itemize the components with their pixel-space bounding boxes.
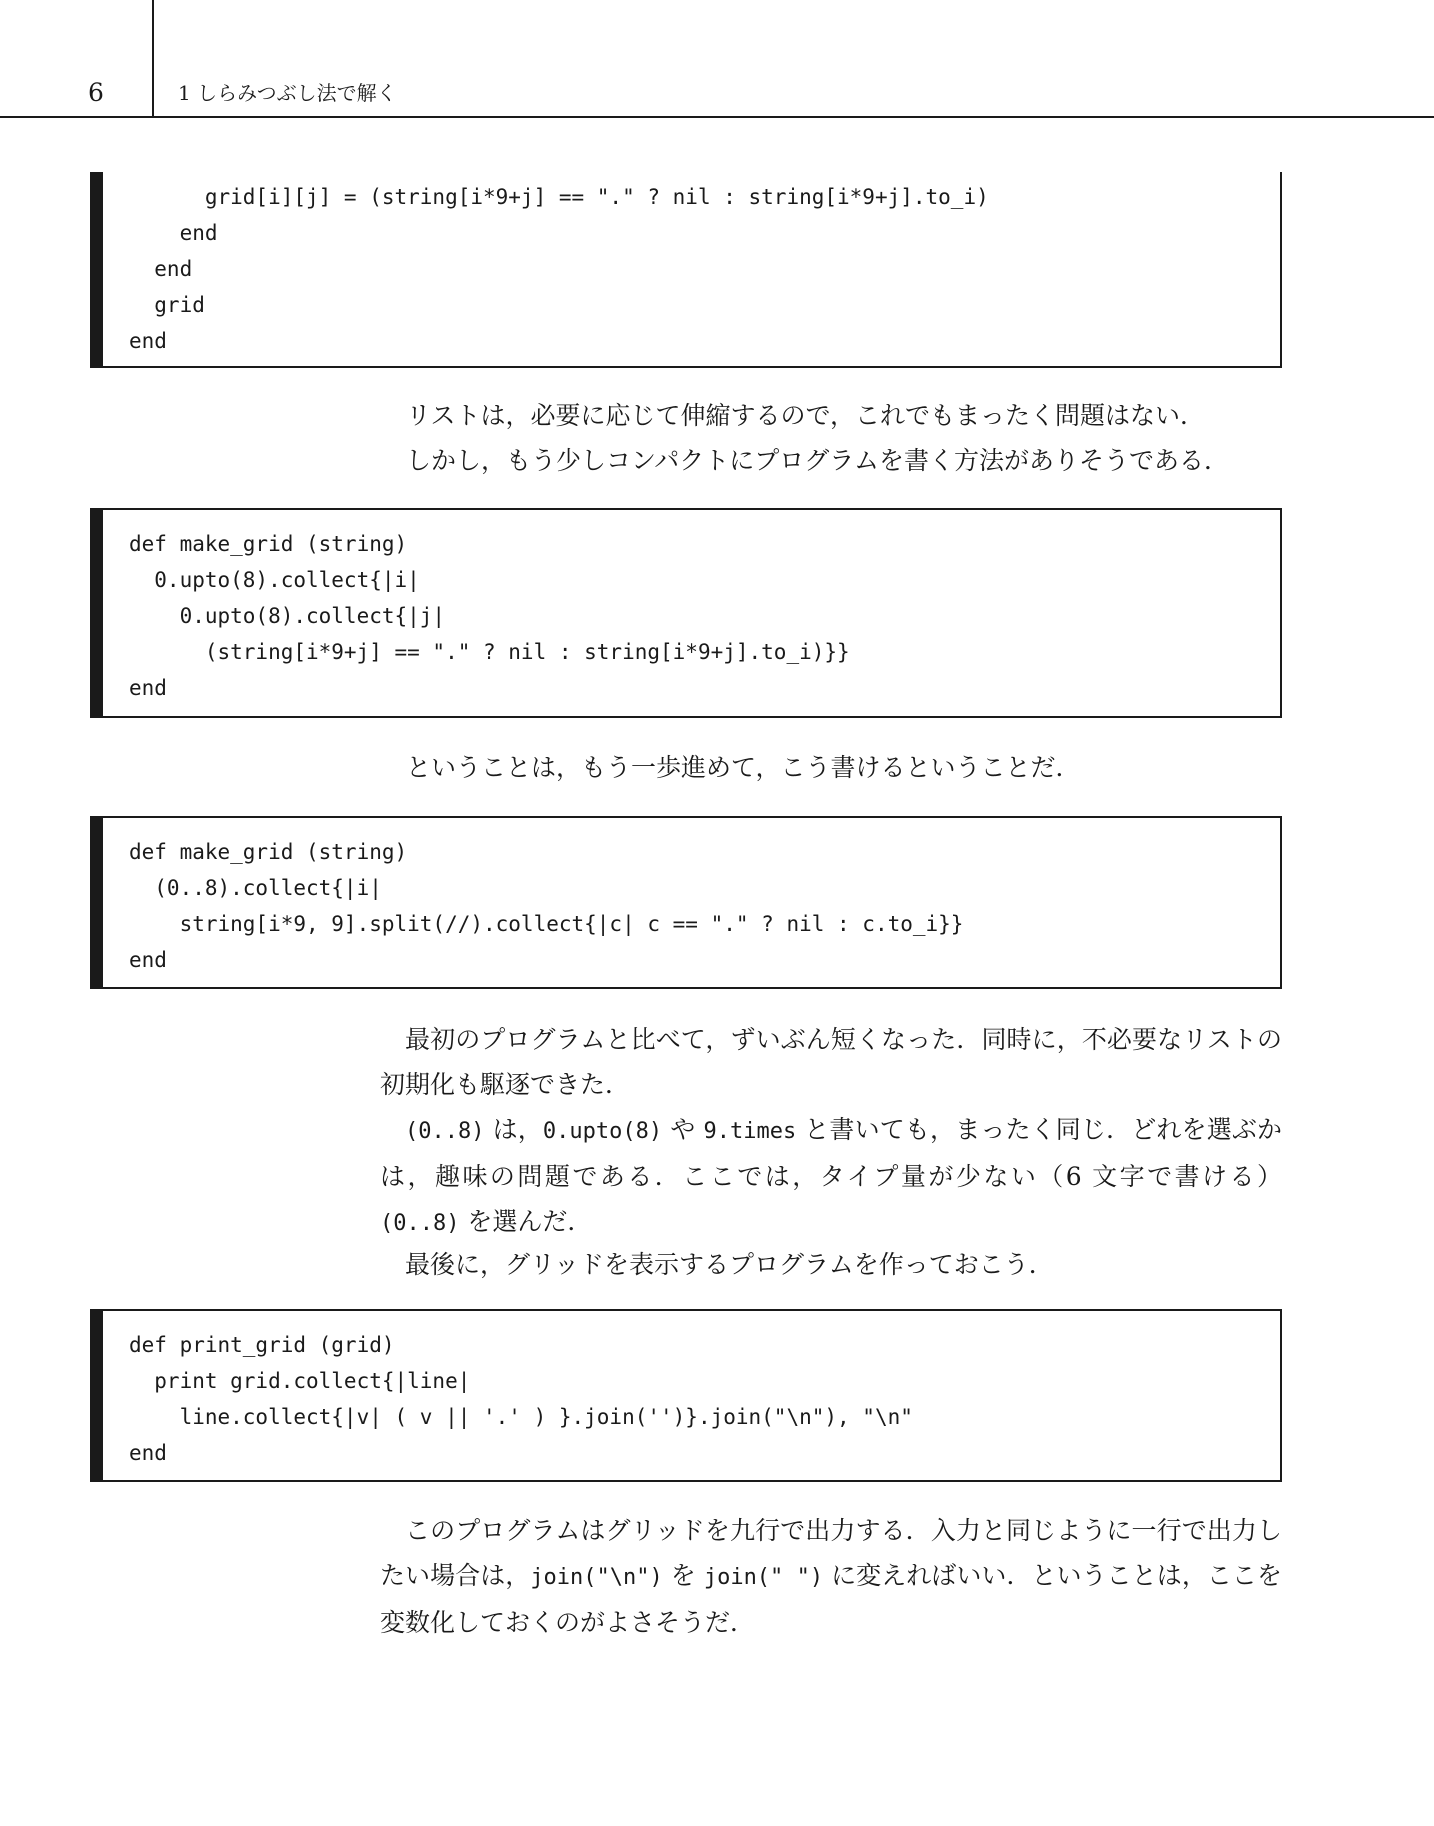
inline-code: join(" ") (703, 1565, 824, 1590)
code-line: (string[i*9+j] == "." ? nil : string[i*9+j].to_i)}} (129, 640, 850, 664)
code-line: 0.upto(8).collect{|j| (129, 604, 446, 628)
code-block-4 (90, 1309, 1282, 1482)
paragraph-6-text: このプログラムはグリッドを九行で出力する．入力と同じように一行で出力したい場合は， (380, 1516, 1282, 1590)
paragraph-2 (406, 745, 1286, 790)
paragraph-5 (380, 1242, 1282, 1287)
paragraph-1-line-1: リストは，必要に応じて伸縮するので，これでもまったく問題はない． (406, 401, 1206, 430)
code-line: line.collect{|v| ( v || '.' ) }.join('')}.join("\n"), "\n" (129, 1405, 913, 1429)
paragraph-6 (380, 1508, 1282, 1645)
code-line: grid (129, 293, 205, 317)
inline-code: (0..8) (380, 1211, 460, 1236)
paragraph-3 (380, 1017, 1282, 1107)
paragraph-1-line-2: しかし，もう少しコンパクトにプログラムを書く方法がありそうである． (406, 446, 1230, 475)
paragraph-2-text: ということは，もう一歩進めて，こう書けるということだ． (406, 753, 1081, 782)
inline-code: 0.upto(8) (542, 1119, 663, 1144)
paragraph-4-text: や (662, 1115, 704, 1144)
page-number: 6 (88, 78, 104, 107)
inline-code: join("\n") (530, 1565, 663, 1590)
paragraph-4-text: を選んだ． (459, 1207, 593, 1236)
paragraph-3-text: 最初のプログラムと比べて，ずいぶん短くなった．同時に，不必要なリストの初期化も駆逐できた． (380, 1025, 1282, 1099)
code-line: end (129, 329, 167, 353)
paragraph-6-text: を (662, 1561, 704, 1590)
code-line: def print_grid (grid) (129, 1333, 395, 1357)
code-line: print grid.collect{|line| (129, 1369, 471, 1393)
inline-code: (0..8) (405, 1119, 485, 1144)
code-line: end (129, 221, 218, 245)
code-line: end (129, 1441, 167, 1465)
code-block-2 (90, 508, 1282, 718)
code-line: grid[i][j] = (string[i*9+j] == "." ? nil : string[i*9+j].to_i) (129, 185, 989, 209)
inline-code: 9.times (703, 1119, 797, 1144)
code-line: (0..8).collect{|i| (129, 876, 382, 900)
code-block-3 (90, 816, 1282, 989)
code-line: string[i*9, 9].split(//).collect{|c| c == "." ? nil : c.to_i}} (129, 912, 964, 936)
paragraph-4 (380, 1107, 1282, 1246)
paragraph-6-text: に変えればいい．ということは，ここを変数化しておくのがよさそうだ． (380, 1561, 1282, 1637)
code-line: end (129, 676, 167, 700)
code-line: 0.upto(8).collect{|i| (129, 568, 420, 592)
code-line: end (129, 948, 167, 972)
paragraph-4-text: と書いても，まったく同じ．どれを選ぶかは，趣味の問題である．ここでは，タイプ量が少ない（6 文字で書ける） (380, 1115, 1282, 1191)
paragraph-4-text: は， (484, 1115, 543, 1144)
paragraph-5-text: 最後に，グリッドを表示するプログラムを作っておこう． (405, 1250, 1054, 1279)
paragraph-1 (406, 393, 1286, 483)
running-head: 1 しらみつぶし法で解く (178, 81, 397, 105)
code-line: def make_grid (string) (129, 840, 408, 864)
code-block-1 (90, 172, 1282, 368)
header-vertical-rule (152, 0, 154, 116)
code-line: def make_grid (string) (129, 532, 408, 556)
header-horizontal-rule (0, 116, 1434, 118)
code-line: end (129, 257, 193, 281)
